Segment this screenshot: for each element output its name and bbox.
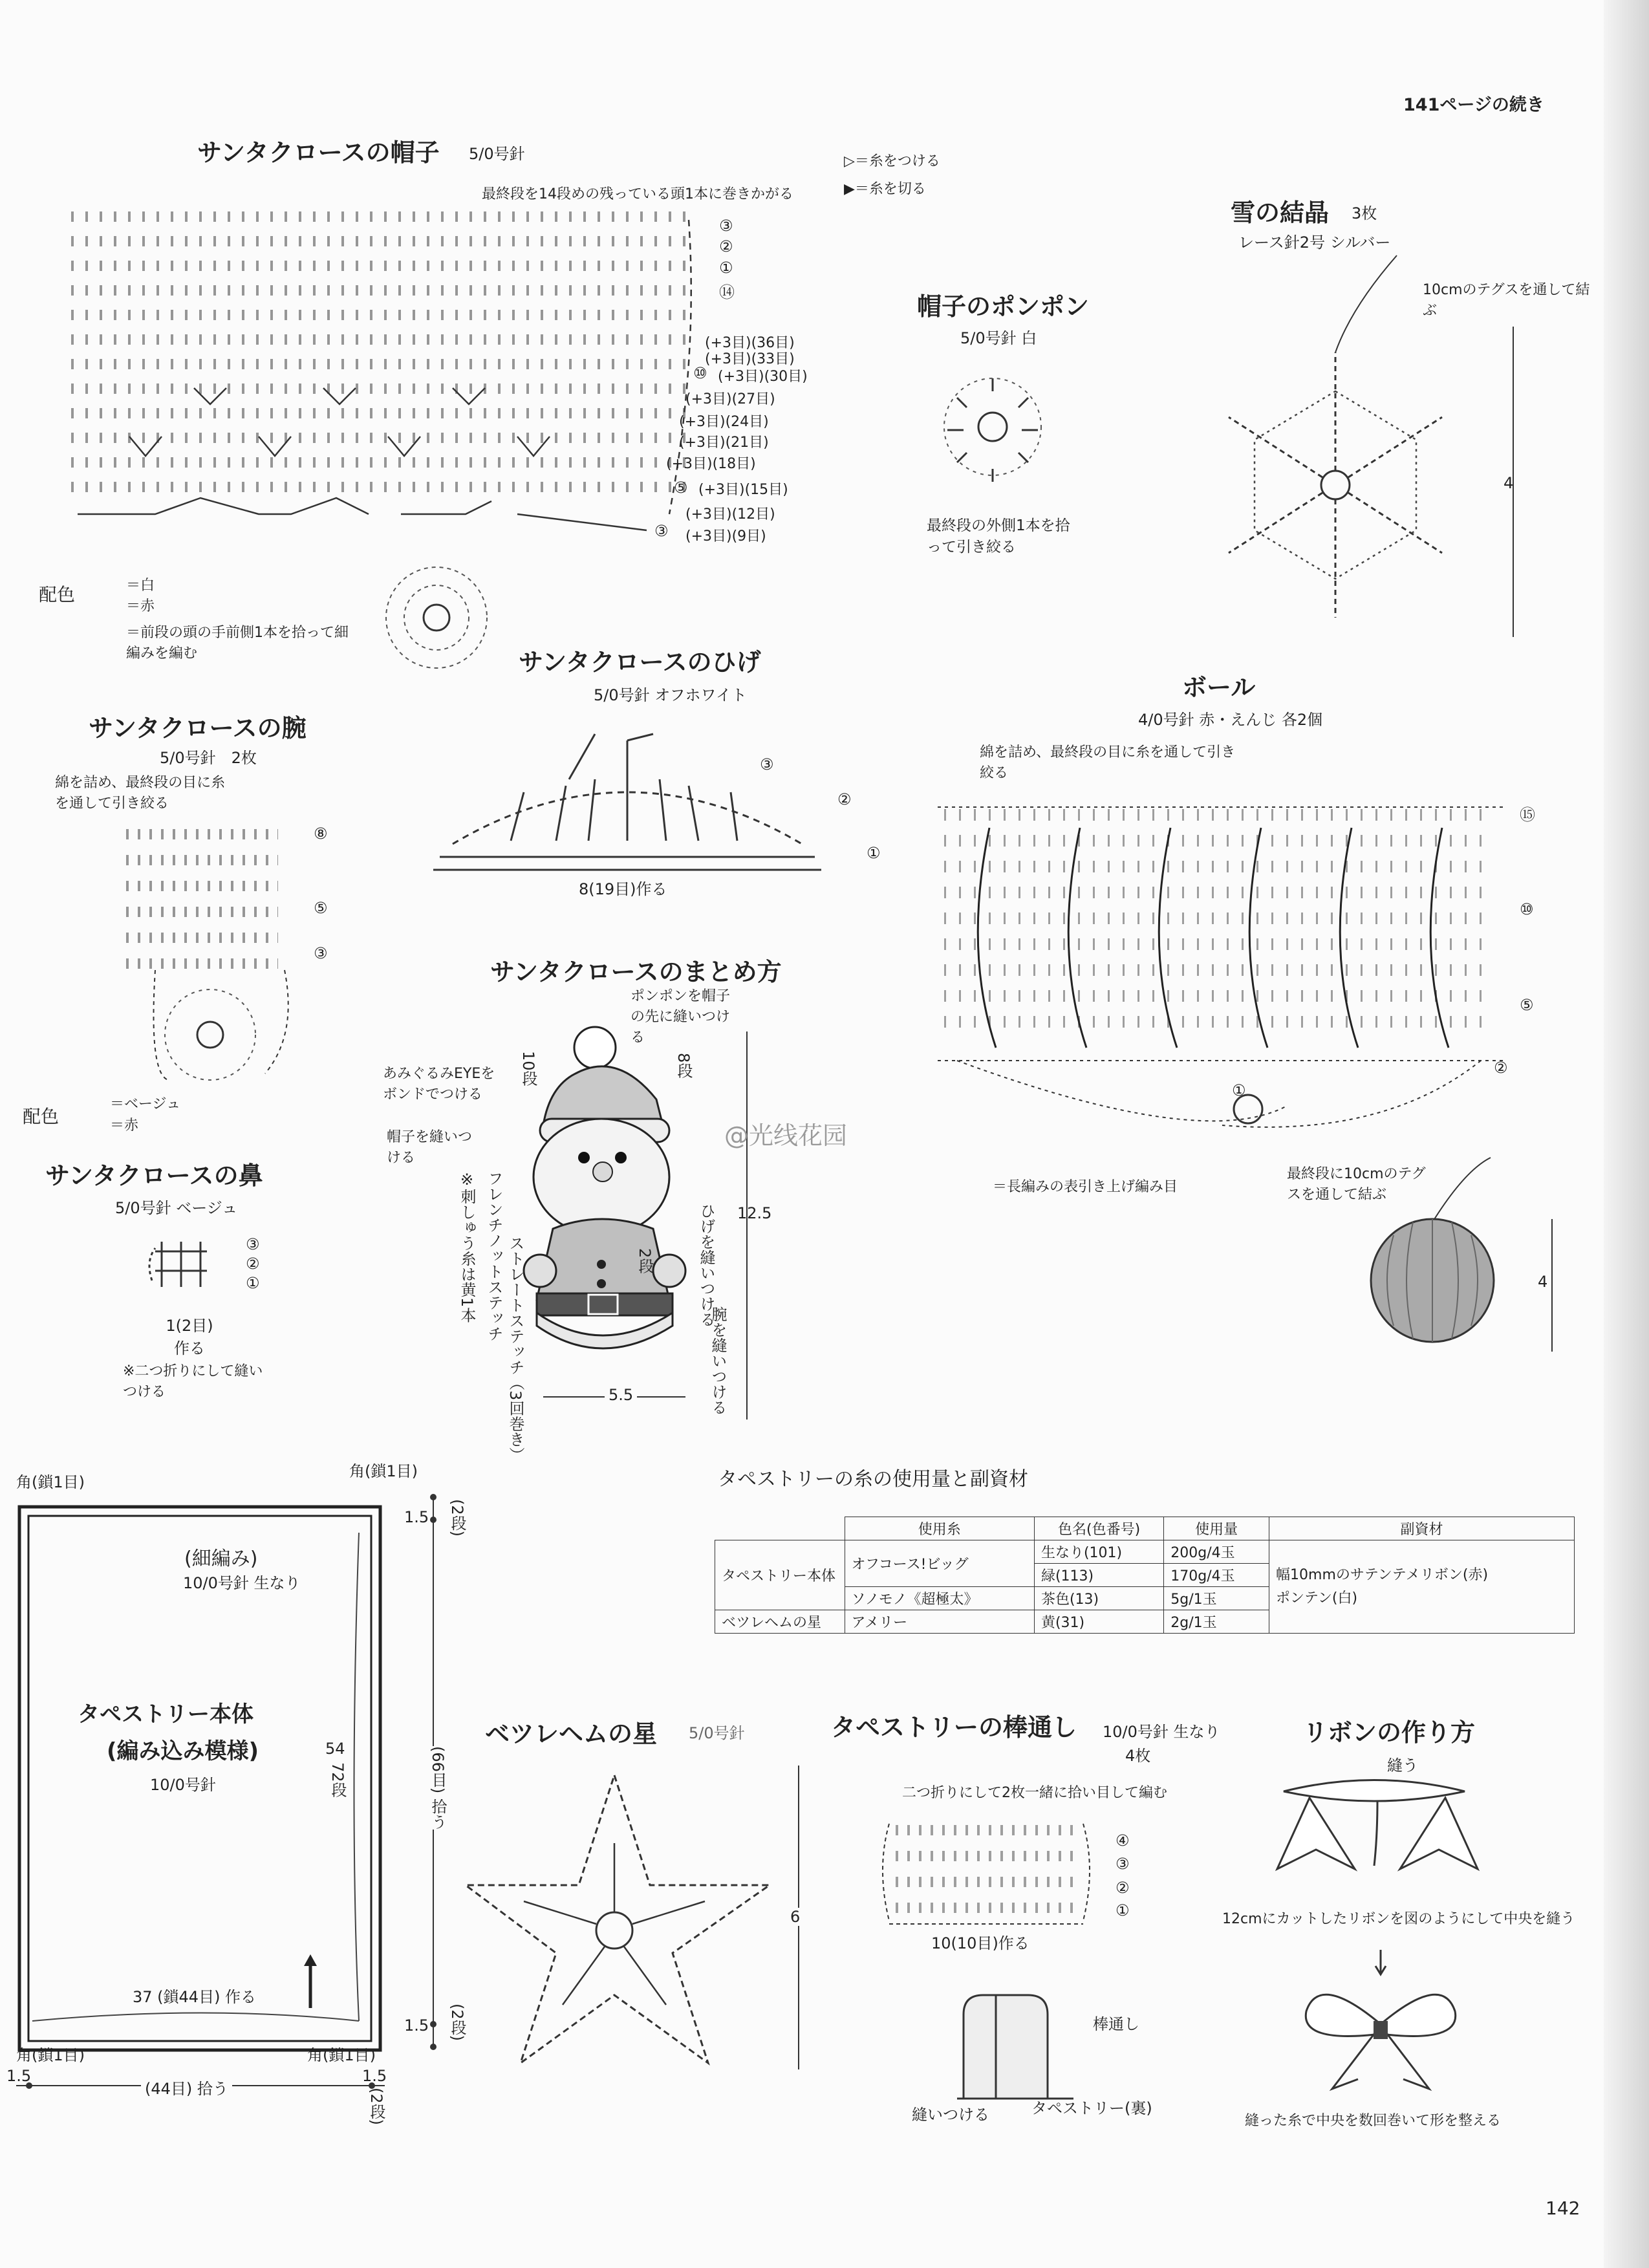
hat-row-2: ② <box>719 237 733 255</box>
materials-header: 副資材 <box>1269 1517 1575 1540</box>
rod-sew-label: 縫いつける <box>912 2106 989 2124</box>
assembly-height-line <box>737 1028 757 1423</box>
materials-extra: ポンテン(白) <box>1276 1590 1358 1606</box>
rod-row-1: ① <box>1116 1901 1130 1919</box>
hat-row-3: ③ <box>719 217 733 235</box>
table-cell: タペストリー本体 <box>715 1540 845 1610</box>
nose-row-1: ① <box>246 1274 260 1292</box>
rod-row-2: ② <box>1116 1879 1130 1897</box>
materials-header: 色名(色番号) <box>1034 1517 1163 1540</box>
beard-row-1: ① <box>867 844 881 862</box>
beard-row-3: ③ <box>760 755 774 773</box>
ball-stitch-note: ＝長編みの表引き上げ編み目 <box>993 1179 1178 1195</box>
hat-color-label: 配色 <box>39 584 76 605</box>
assembly-pompom-note: ポンポンを帽子の先に縫いつける <box>630 988 731 1046</box>
ribbon-sew-label: 縫う <box>1387 1756 1418 1775</box>
assembly-hat-note: 帽子を縫いつける <box>387 1129 473 1166</box>
arm-row-8: ⑧ <box>314 825 328 843</box>
arm-row-5: ⑤ <box>314 899 328 917</box>
tapestry-side-pick: (66目) 拾う <box>427 1746 449 1830</box>
nose-base: 1(2目)作る <box>166 1317 213 1357</box>
rod-back-label: タペストリー(裏) <box>1031 2099 1152 2117</box>
materials-title: タペストリーの糸の使用量と副資材 <box>718 1468 1028 1491</box>
tapestry-edge: (細編み) <box>184 1548 258 1570</box>
rod-count: 4枚 <box>1125 1747 1151 1765</box>
assembly-width: 5.5 <box>605 1386 637 1404</box>
tapestry-height-rows: 72段 <box>329 1762 347 1798</box>
table-cell: ベツレヘムの星 <box>715 1610 845 1634</box>
corner-bottom-left: 角(鎖1目) <box>16 2046 85 2064</box>
hat-stitch-note: ＝前段の頭の手前側1本を拾って細編みを編む <box>126 625 349 662</box>
beard-row-2: ② <box>837 790 852 808</box>
ball-hang-note: 最終段に10cmのテグスを通して結ぶ <box>1287 1166 1426 1203</box>
ribbon-bow-diagram <box>1293 1985 1468 2095</box>
snowflake-count: 3枚 <box>1352 204 1377 222</box>
star-size: 6 <box>790 1908 801 1926</box>
hat-increase: (+3目)(21目) <box>679 435 769 451</box>
hat-color-red: ＝赤 <box>126 598 155 614</box>
arm-color-beige: ＝ベージュ <box>110 1096 181 1112</box>
cut-mark-legend: ▶＝糸を切る <box>844 181 926 197</box>
tapestry-bottom-pick: (44目) 拾う <box>141 2076 232 2099</box>
ball-row-15: ⑮ <box>1520 806 1535 824</box>
ball-row-2: ② <box>1494 1059 1508 1077</box>
assembly-embroidery-note: ※刺しゅう糸は黄1本 <box>458 1171 476 1323</box>
ribbon-final-note: 縫った糸で中央を数回巻いて形を整える <box>1245 2113 1502 2129</box>
arm-chart <box>116 815 310 1112</box>
beard-title: サンタクロースのひげ <box>519 648 761 676</box>
corner-top-left: 角(鎖1目) <box>16 1473 85 1491</box>
rod-label: 棒通し <box>1093 2015 1139 2033</box>
table-cell: 緑(113) <box>1034 1564 1163 1587</box>
tapestry-margin-top-rows: (2段) <box>448 1499 466 1537</box>
table-cell: 5g/1玉 <box>1164 1587 1269 1610</box>
table-cell: ソノモノ《超極太》 <box>845 1587 1034 1610</box>
continued-label: 141ページの続き <box>1403 95 1544 115</box>
tapestry-margin-bottom: 1.5 <box>404 2016 429 2035</box>
arm-note: 綿を詰め、最終段の目に糸を通して引き絞る <box>55 775 226 812</box>
hat-top-diagram <box>382 563 491 673</box>
hat-row-1: ① <box>719 259 733 277</box>
page-number: 142 <box>1546 2198 1580 2219</box>
ribbon-step1-diagram <box>1271 1772 1484 1882</box>
rod-title: タペストリーの棒通し <box>831 1713 1077 1742</box>
tapestry-edge-needle: 10/0号針 生なり <box>183 1574 301 1592</box>
nose-note: ※二つ折りにして縫いつける <box>123 1363 263 1400</box>
nose-row-3: ③ <box>246 1235 260 1253</box>
ball-size: 4 <box>1538 1273 1548 1291</box>
rod-row-4: ④ <box>1116 1831 1130 1850</box>
hat-increase: (+3目)(24目) <box>679 414 769 430</box>
ball-illustration <box>1361 1145 1568 1358</box>
assembly-rows-10: 10段 <box>519 1051 537 1086</box>
assembly-arm-note: 腕を縫いつける <box>709 1306 727 1415</box>
snowflake-size: 4 <box>1503 474 1514 492</box>
star-needle: 5/0号針 <box>689 1724 745 1742</box>
hat-increase: (+3目)(27目) <box>685 391 775 407</box>
nose-title: サンタクロースの鼻 <box>45 1161 263 1190</box>
attach-mark-legend: ▷＝糸をつける <box>844 153 940 169</box>
corner-top-right: 角(鎖1目) <box>349 1462 418 1480</box>
table-cell: 170g/4玉 <box>1164 1564 1269 1587</box>
assembly-height: 12.5 <box>737 1204 772 1222</box>
rod-note: 二つ折りにして2枚一緒に拾い目して編む <box>902 1785 1167 1801</box>
rod-needle: 10/0号針 生なり <box>1103 1723 1220 1741</box>
hat-needle: 5/0号針 <box>469 145 525 163</box>
snowflake-needle: レース針2号 シルバー <box>1238 233 1391 252</box>
ball-row-1: ① <box>1232 1081 1246 1099</box>
watermark: @光线花园 <box>724 1121 848 1150</box>
ribbon-note: 12cmにカットしたリボンを図のようにして中央を縫う <box>1222 1911 1575 1927</box>
santa-figure <box>524 1022 711 1384</box>
assembly-french-knot: フレンチノットステッチ <box>485 1171 503 1341</box>
beard-base: 8(19目)作る <box>579 880 667 898</box>
down-arrow-icon <box>1374 1950 1387 1976</box>
tapestry-margin-left: 1.5 <box>6 2067 32 2085</box>
rod-row-3: ③ <box>1116 1855 1130 1873</box>
hat-title: サンタクロースの帽子 <box>197 138 440 167</box>
ball-row-10: ⑩ <box>1520 900 1534 918</box>
table-cell: アメリー <box>845 1610 1034 1634</box>
table-cell: 生なり(101) <box>1034 1540 1163 1564</box>
arm-color-label: 配色 <box>23 1106 59 1127</box>
hat-row-5: ⑤ <box>674 479 688 497</box>
tapestry-needle: 10/0号針 <box>150 1776 216 1794</box>
hat-increase: (+3目)(33目) <box>705 351 795 367</box>
hat-row-3b: ③ <box>654 522 669 540</box>
hat-note: 最終段を14段めの残っている頭1本に巻きかがる <box>482 186 793 202</box>
snowflake-title: 雪の結晶 <box>1231 199 1330 227</box>
nose-row-2: ② <box>246 1255 260 1273</box>
nose-needle: 5/0号針 ベージュ <box>115 1199 238 1217</box>
tapestry-margin-right-rows: (2段) <box>367 2088 385 2125</box>
pompom-diagram <box>912 352 1073 495</box>
table-cell: 200g/4玉 <box>1164 1540 1269 1564</box>
hat-row-10: ⑩ <box>693 364 707 382</box>
tapestry-margin-bottom-rows: (2段) <box>448 2003 466 2041</box>
corner-bottom-right: 角(鎖1目) <box>307 2046 376 2064</box>
assembly-straight-stitch: ストレートステッチ（3回巻き） <box>506 1235 524 1463</box>
arm-row-3: ③ <box>314 944 328 962</box>
hat-increase: (+3目)(9目) <box>685 528 766 545</box>
tapestry-margin-right: 1.5 <box>362 2067 387 2085</box>
pompom-note: 最終段の外側1本を拾って引き絞る <box>927 517 1070 556</box>
tapestry-title: タペストリー本体 <box>78 1701 253 1727</box>
hat-increase: (+3目)(30目) <box>718 369 808 385</box>
page-spine <box>1604 0 1649 2268</box>
hat-chart <box>65 204 711 550</box>
snowflake-diagram <box>1190 255 1481 643</box>
hat-row-14: ⑭ <box>719 283 735 301</box>
assembly-beard-note: ひげを縫いつける <box>697 1203 715 1327</box>
hat-color-white: ＝白 <box>126 578 155 594</box>
hat-increase: (+3目)(12目) <box>685 506 775 523</box>
assembly-eye-note: あみぐるみEYEをボンドでつける <box>383 1066 495 1103</box>
tapestry-pattern: (編み込み模様) <box>107 1738 259 1764</box>
arm-needle: 5/0号針 2枚 <box>160 749 257 767</box>
ribbon-title: リボンの作り方 <box>1303 1718 1476 1747</box>
assembly-rows-2: 2段 <box>636 1248 654 1274</box>
tapestry-margin-top: 1.5 <box>404 1508 429 1526</box>
beard-chart <box>427 715 828 883</box>
ball-title: ボール <box>1182 673 1256 702</box>
materials-header: 使用糸 <box>845 1517 1034 1540</box>
ball-note: 綿を詰め、最終段の目に糸を通して引き絞る <box>980 744 1236 781</box>
ball-chart <box>931 789 1526 1151</box>
materials-extra: 幅10mmのサテンテメリボン(赤) <box>1276 1567 1489 1584</box>
hat-increase: (+3目)(18目) <box>666 456 756 472</box>
table-cell: 黄(31) <box>1034 1610 1163 1634</box>
assembly-rows-8: 8段 <box>674 1053 693 1079</box>
nose-chart <box>142 1229 239 1300</box>
ball-row-5: ⑤ <box>1520 996 1534 1014</box>
materials-table <box>715 1517 1575 1634</box>
hat-increase: (+3目)(15目) <box>698 482 788 498</box>
star-title: ベツレヘムの星 <box>485 1720 658 1748</box>
snowflake-note: 10cmのテグスを通して結ぶ <box>1423 282 1590 319</box>
hat-increase: (+3目)(36目) <box>705 335 795 351</box>
table-cell: オフコース!ビッグ <box>845 1540 1034 1587</box>
tapestry-base: 37 (鎖44目) 作る <box>133 1988 257 2006</box>
pompom-title: 帽子のポンポン <box>917 292 1090 321</box>
table-cell: 茶色(13) <box>1034 1587 1163 1610</box>
arm-color-red: ＝赤 <box>110 1118 139 1134</box>
tapestry-height: 54 <box>325 1740 345 1758</box>
ball-needle: 4/0号針 赤・えんじ 各2個 <box>1138 711 1323 729</box>
beard-needle: 5/0号針 オフホワイト <box>594 686 747 704</box>
rod-base: 10(10目)作る <box>931 1934 1029 1952</box>
star-diagram <box>459 1766 821 2076</box>
arm-title: サンタクロースの腕 <box>89 714 307 742</box>
assembly-title: サンタクロースのまとめ方 <box>490 958 782 986</box>
table-cell: 2g/1玉 <box>1164 1610 1269 1634</box>
materials-header: 使用量 <box>1164 1517 1269 1540</box>
pompom-needle: 5/0号針 白 <box>960 329 1037 347</box>
